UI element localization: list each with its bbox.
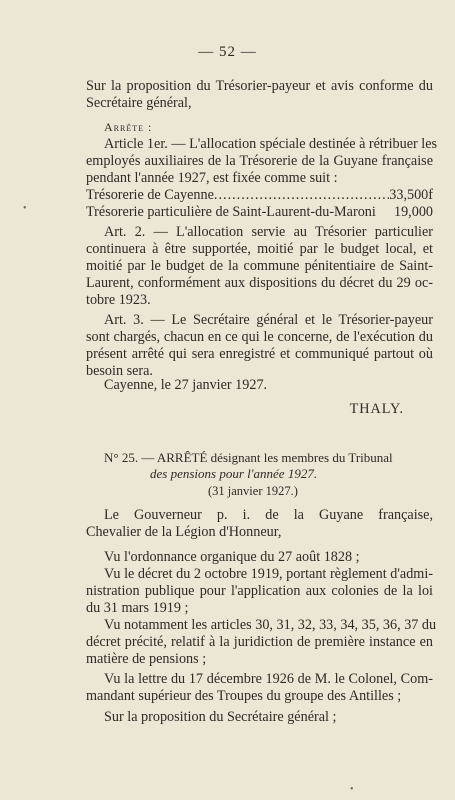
vu3-line-1: Vu notamment les articles 30, 31, 32, 33, 34, 35, 36, 37 du <box>104 617 437 633</box>
arrete-date: (31 janvier 1927.) <box>208 484 298 498</box>
article2-line-1: Art. 2. — L'allocation servie au Trésorier particulier <box>104 224 433 240</box>
vu2-line-1: Vu le décret du 2 octobre 1919, portant règlement d'admi- <box>104 566 433 582</box>
arrete-title-text: N° 25. — ARRÊTÉ désignant les membres du Tribunal <box>104 450 393 465</box>
final-line: Sur la proposition du Secrétaire général ; <box>104 709 337 725</box>
arrete-heading: Arrête : <box>104 120 153 134</box>
intro-line-1: Sur la proposition du Trésorier-payeur et avis conforme du <box>86 78 433 94</box>
allocation-amount: 19,000 <box>393 204 433 220</box>
arrete-title-line-1 <box>104 449 433 466</box>
vu4-line-1: Vu la lettre du 17 décembre 1926 de M. le Colonel, Com- <box>104 671 433 687</box>
vu2-line-3: du 31 mars 1919 ; <box>86 600 189 616</box>
intro-line-2: Secrétaire général, <box>86 95 192 111</box>
allocation-amount: 33,500f <box>389 187 433 203</box>
signature: THALY. <box>349 401 404 417</box>
article2-line-4: Laurent, conformément aux dispositions du décret du 29 oc- <box>86 275 433 291</box>
allocation-label: Trésorerie particulière de Saint-Laurent-du-Maroni <box>86 204 376 220</box>
vu3-line-3: matière de pensions ; <box>86 651 207 667</box>
vu-line-1: Vu l'ordonnance organique du 27 août 1828 ; <box>104 549 360 565</box>
margin-dot: • <box>350 784 354 795</box>
vu2-line-2: nistration publique pour l'application aux colonies de la loi <box>86 583 433 599</box>
allocation-row-2 <box>86 204 433 221</box>
article3-line-4: besoin sera. <box>86 363 153 379</box>
vu4-line-2: mandant supérieur des Troupes du groupe des Antilles ; <box>86 688 402 704</box>
allocation-label: Trésorerie de Cayenne <box>86 187 214 203</box>
article2-line-3: moitié par le budget de la commune pénitentiaire de Saint- <box>86 258 433 274</box>
margin-dot: • <box>23 203 27 214</box>
article2-line-5: tobre 1923. <box>86 292 151 308</box>
article1-line-1: Article 1er. — L'allocation spéciale destinée à rétribuer les <box>104 136 438 152</box>
vu3-line-2: décret précité, relatif à la juridiction de première instance en <box>86 634 433 650</box>
dot-leader <box>214 187 389 204</box>
gouverneur-line-1: Le Gouverneur p. i. de la Guyane française, <box>104 507 433 523</box>
article1-line-3: pendant l'année 1927, est fixée comme suit : <box>86 170 338 186</box>
allocation-row-1 <box>86 187 433 204</box>
page-number: — 52 — <box>198 44 257 60</box>
place-date: Cayenne, le 27 janvier 1927. <box>104 377 268 393</box>
article2-line-2: continuera à être supportée, moitié par le budget local, et <box>86 241 433 257</box>
gouverneur-line-2: Chevalier de la Légion d'Honneur, <box>86 524 282 540</box>
article1-line-2: employés auxiliaires de la Trésorerie de la Guyane française <box>86 153 433 169</box>
article3-line-2: sont chargés, chacun en ce qui le concerne, de l'exécution du <box>86 329 433 345</box>
arrete-title-line-2: des pensions pour l'année 1927. <box>150 466 318 481</box>
article3-line-1: Art. 3. — Le Secrétaire général et le Trésorier-payeur <box>104 312 433 328</box>
article3-line-3: présent arrêté qui sera enregistré et communiqué partout où <box>86 346 433 362</box>
